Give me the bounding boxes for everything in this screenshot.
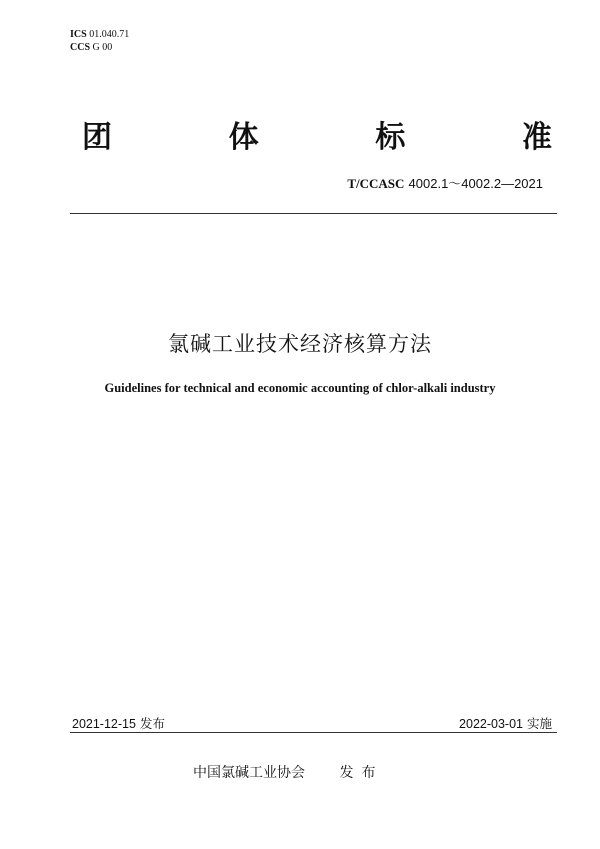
standard-number-range: 4002.1～4002.2—2021 bbox=[408, 176, 543, 191]
document-title-english: Guidelines for technical and economic accounting of chlor-alkali industry bbox=[104, 381, 496, 395]
publisher-line bbox=[193, 762, 383, 782]
standard-number-prefix: T/CCASC bbox=[347, 176, 405, 191]
standard-type-title bbox=[82, 112, 552, 156]
title-char-4: 准 bbox=[521, 120, 552, 155]
title-char-3: 标 bbox=[375, 120, 406, 155]
ics-value: 01.040.71 bbox=[89, 29, 130, 40]
ccs-label: CCS bbox=[70, 42, 91, 53]
issue-label: 发布 bbox=[139, 716, 165, 731]
implement-date-block bbox=[459, 714, 552, 732]
ccs-code bbox=[70, 41, 129, 54]
ics-code bbox=[70, 28, 129, 41]
implement-label: 实施 bbox=[526, 716, 552, 731]
issue-date: 2021-12-15 bbox=[72, 717, 136, 731]
document-title-chinese: 氯碱工业技术经济核算方法 bbox=[168, 332, 432, 356]
standard-number bbox=[347, 173, 543, 192]
implement-date: 2022-03-01 bbox=[459, 717, 523, 731]
footer-divider bbox=[70, 732, 557, 733]
publisher-name: 中国氯碱工业协会 bbox=[193, 765, 305, 781]
classification-codes bbox=[70, 28, 129, 54]
issue-date-block bbox=[72, 714, 165, 732]
header-divider bbox=[70, 213, 557, 214]
ics-label: ICS bbox=[70, 29, 87, 40]
title-char-2: 体 bbox=[228, 120, 259, 155]
title-char-1: 团 bbox=[82, 120, 112, 155]
ccs-value: G 00 bbox=[92, 42, 113, 53]
publish-word: 发布 bbox=[339, 765, 384, 781]
